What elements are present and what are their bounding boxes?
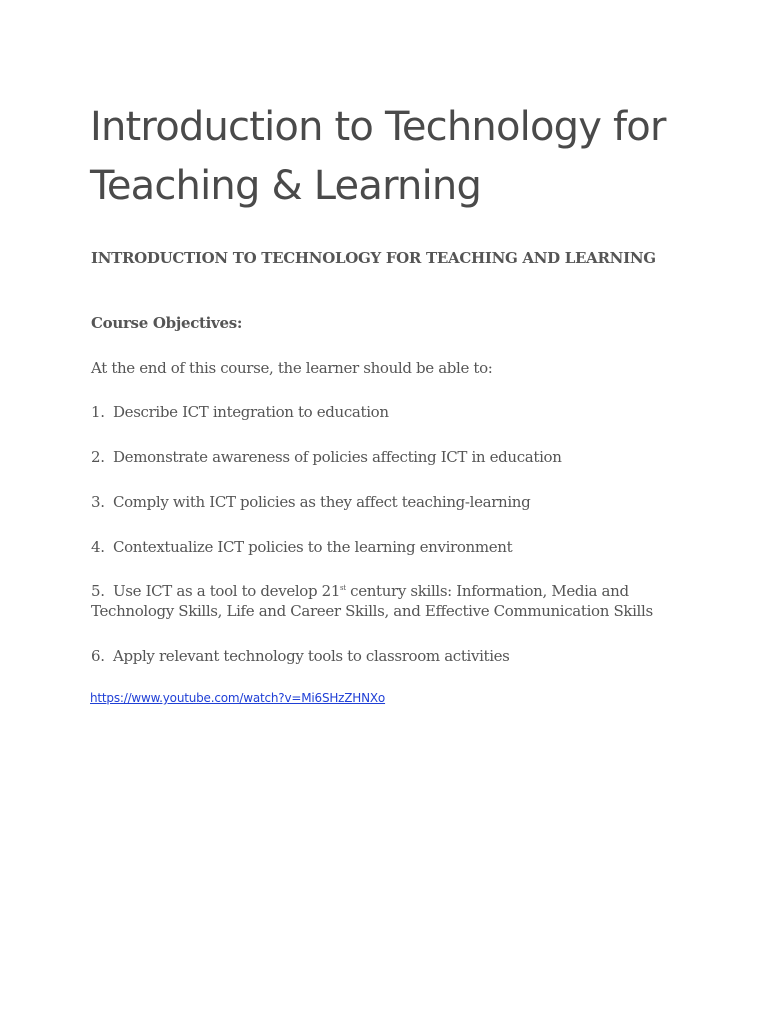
objective-text: Comply with ICT policies as they affect teaching-learning [113, 493, 531, 511]
objective-text: Contextualize ICT policies to the learning environment [113, 538, 513, 556]
objectives-intro: At the end of this course, the learner should be able to: [91, 359, 493, 377]
objective-item-6 [91, 646, 711, 666]
course-objectives-label: Course Objectives: [91, 314, 243, 332]
ordinal-suffix: st [340, 584, 346, 592]
objective-text: Apply relevant technology tools to classroom activities [113, 647, 510, 665]
objective-item-1 [91, 402, 711, 422]
objective-number: 2. [91, 448, 105, 466]
document-title: Introduction to Technology for Teaching & Learning [90, 104, 666, 209]
objective-item-4 [91, 537, 711, 557]
objective-number: 4. [91, 538, 105, 556]
objective-number: 6. [91, 647, 105, 665]
objective-text: Describe ICT integration to education [113, 403, 389, 421]
objective-number: 3. [91, 493, 105, 511]
youtube-link[interactable]: https://www.youtube.com/watch?v=Mi6SHzZHNXo [90, 691, 386, 705]
objective-text-end: century skills: Information, Media and Technology Skills, Life and Career Skills, and Effective Communication Skills [91, 582, 653, 620]
objective-number: 1. [91, 403, 105, 421]
objective-text: Demonstrate awareness of policies affecting ICT in education [113, 448, 562, 466]
objective-number: 5. [91, 582, 105, 600]
course-heading: INTRODUCTION TO TECHNOLOGY FOR TEACHING AND LEARNING [91, 249, 656, 267]
objective-item-2 [91, 447, 711, 467]
objective-text-start: Use ICT as a tool to develop 21 [113, 582, 341, 600]
objective-item-3 [91, 492, 711, 512]
objective-item-5 [91, 581, 711, 621]
